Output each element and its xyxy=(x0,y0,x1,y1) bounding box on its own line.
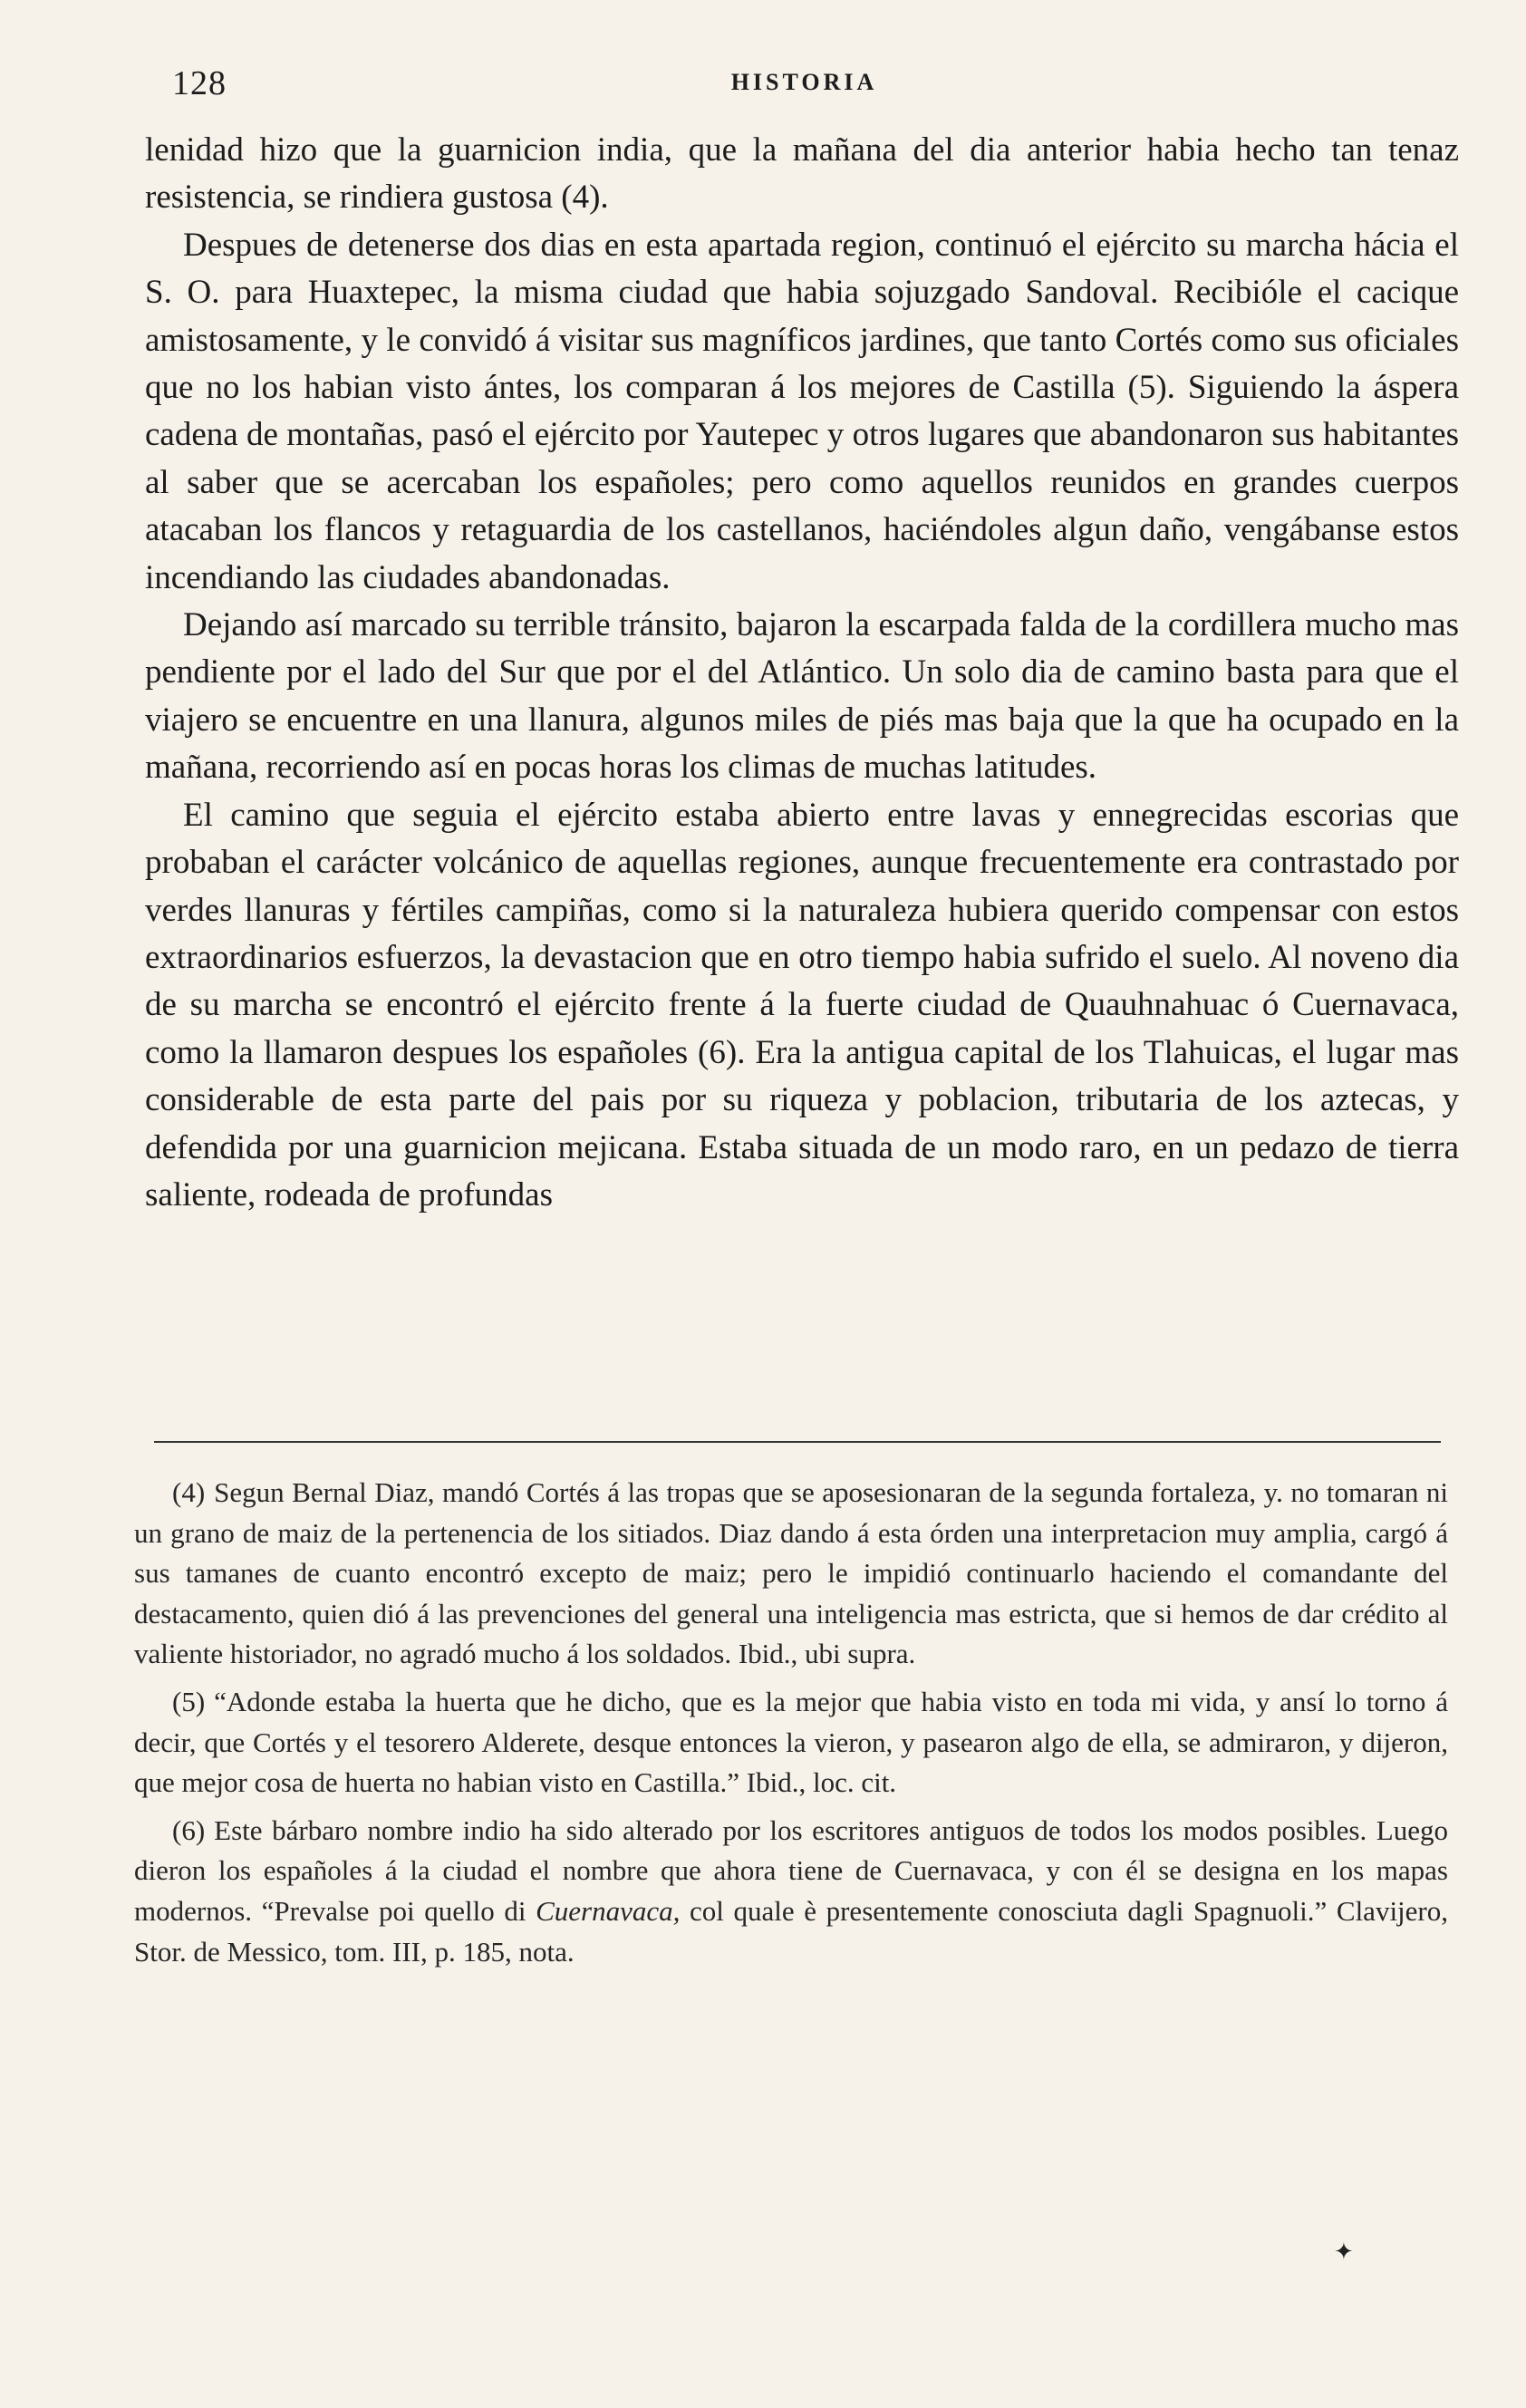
footnotes xyxy=(134,1473,1448,1972)
footnote xyxy=(134,1473,1448,1675)
footnote-text: “Adonde estaba la huerta que he dicho, que es la mejor que habia visto en toda mi vida, y ansí lo torno á decir, que Cortés y el tesorero Alderete, desque entonces la vieron, y pasearon algo de ella, se admiraron, y dijeron, que mejor cosa de huerta no habian visto en Castilla.” Ibid., loc. cit. xyxy=(134,1685,1448,1799)
footnote-marker: (5) xyxy=(172,1685,206,1717)
paragraph: Dejando así marcado su terrible tránsito, bajaron la escarpada falda de la cordillera mucho mas pendiente por el lado del Sur que por el del Atlántico. Un solo dia de camino basta para que el viajero se encuentre en una llanura, algunos miles de piés mas baja que la que ha ocupado en la mañana, recorriendo así en pocas horas los climas de muchas latitudes. xyxy=(145,606,1459,787)
main-text xyxy=(145,127,1459,1219)
running-title: HISTORIA xyxy=(730,69,878,95)
footnote xyxy=(134,1682,1448,1804)
footnote-text: Segun Bernal Diaz, mandó Cortés á las tropas que se aposesionaran de la segunda fortaleza, y. no tomaran ni un grano de maiz de la pertenencia de los sitiados. Diaz dando á esta órden una interpretacion muy amplia, cargó á sus tamanes de cuanto encontró excepto de maiz; pero le impidió continuarlo haciendo el comandante del destacamento, quien dió á las prevenciones del general una inteligencia mas estricta, que si hemos de dar crédito al valiente historiador, no agradó mucho á los soldados. Ibid., ubi supra. xyxy=(134,1476,1448,1670)
footnote-text: col quale è presentemente conosciuta dagli Spagnuoli.” Clavijero, Stor. de Messico, tom. III, p. 185, nota. xyxy=(134,1894,1448,1968)
footnote-marker: (4) xyxy=(172,1476,206,1508)
paragraph: lenidad hizo que la guarnicion india, que la mañana del dia anterior habia hecho tan tenaz resistencia, se rindiera gustosa (4). xyxy=(145,131,1459,217)
footnote-text: Este bárbaro nombre indio ha sido alterado por los escritores antiguos de todos los modos posibles. Luego dieron los españoles á la ciudad el nombre que ahora tiene de Cuernavaca, y con él se designa en los mapas modernos. “Prevalse poi quello di xyxy=(134,1813,1448,1927)
footnote-italic-term: Cuernavaca, xyxy=(536,1894,681,1927)
footnote xyxy=(134,1811,1448,1972)
footnote-divider xyxy=(154,1441,1441,1443)
printer-ornament-icon: ✦ xyxy=(1334,2239,1354,2265)
page-number: 128 xyxy=(172,64,227,102)
paragraph: El camino que seguia el ejército estaba abierto entre lavas y ennegrecidas escorias que probaban el carácter volcánico de aquellas regiones, aunque frecuentemente era contrastado por verdes llanuras y fértiles campiñas, como si la naturaleza hubiera querido compensar con estos extraordinarios esfuerzos, la devastacion que en otro tiempo habia sufrido el suelo. Al noveno dia de su marcha se encontró el ejército frente á la fuerte ciudad de Quauhnahuac ó Cuernavaca, como la llamaron despues los españoles (6). Era la antigua capital de los Tlahuicas, el lugar mas considerable de esta parte del pais por su riqueza y poblacion, tributaria de los aztecas, y defendida por una guarnicion mejicana. Estaba situada de un modo raro, en un pedazo de tierra saliente, rodeada de profundas xyxy=(145,796,1459,1214)
paragraph: Despues de detenerse dos dias en esta apartada region, continuó el ejército su marcha hácia el S. O. para Huaxtepec, la misma ciudad que habia sojuzgado Sandoval. Recibióle el cacique amistosamente, y le convidó á visitar sus magníficos jardines, que tanto Cortés como sus oficiales que no los habian visto ántes, los comparan á los mejores de Castilla (5). Siguiendo la áspera cadena de montañas, pasó el ejército por Yautepec y otros lugares que abandonaron sus habitantes al saber que se acercaban los españoles; pero como aquellos reunidos en grandes cuerpos atacaban los flancos y retaguardia de los castellanos, haciéndoles algun daño, vengábanse estos incendiando las ciudades abandonadas. xyxy=(145,226,1459,596)
footnote-marker: (6) xyxy=(172,1813,206,1846)
page-header xyxy=(172,63,1436,109)
